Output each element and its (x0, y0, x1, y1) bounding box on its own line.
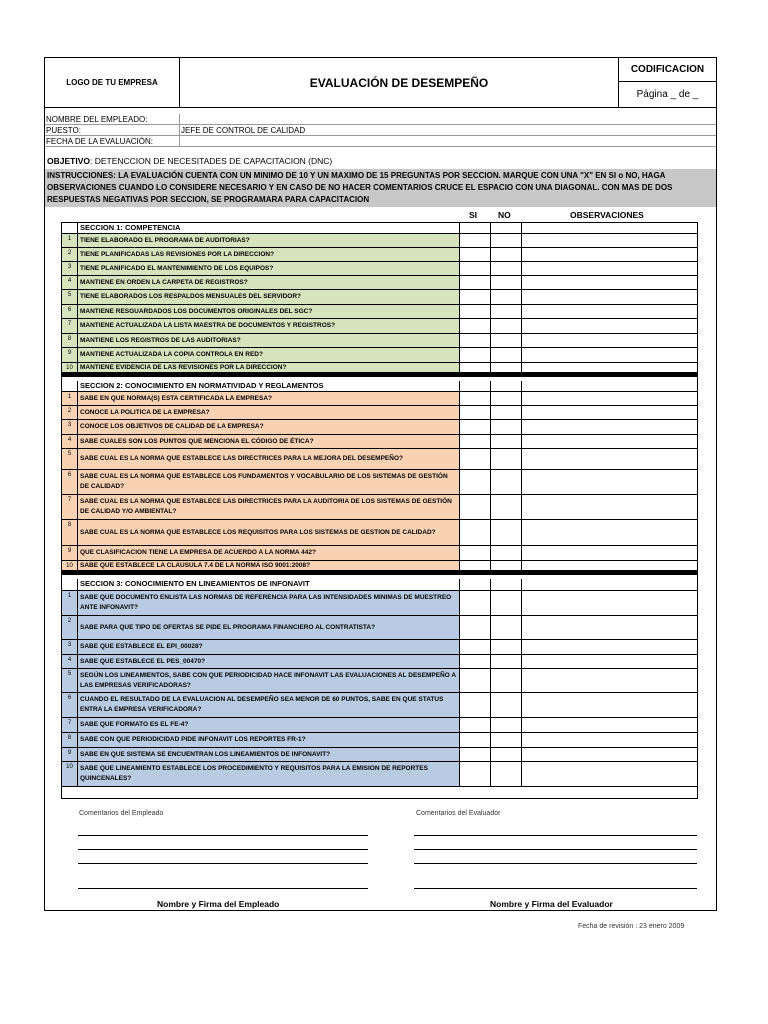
question-row (62, 616, 697, 640)
si-checkbox-cell[interactable] (460, 669, 491, 692)
question-row (62, 693, 697, 718)
question-text: SABE CUAL ES LA NORMA QUE ESTABLECE LAS DIRECTRICES PARA LA MEJORA DEL DESEMPEÑO? (78, 449, 460, 469)
codification-box (618, 58, 716, 107)
observations-cell[interactable] (522, 733, 697, 747)
no-checkbox-cell[interactable] (491, 248, 522, 261)
question-row (62, 561, 697, 575)
question-row (62, 319, 697, 334)
question-row (62, 546, 697, 561)
observations-cell[interactable] (522, 363, 697, 372)
si-checkbox-cell[interactable] (460, 406, 491, 419)
observations-cell[interactable] (522, 290, 697, 304)
employee-comment-line[interactable] (78, 835, 368, 836)
question-number: 7 (62, 495, 78, 519)
question-number: 2 (62, 616, 78, 639)
section-title: SECCION 1: COMPETENCIA (78, 223, 460, 233)
no-checkbox-cell[interactable] (491, 561, 522, 570)
si-checkbox-cell[interactable] (460, 392, 491, 405)
no-cell[interactable] (491, 381, 522, 391)
evaluation-date-label: FECHA DE LA EVALUACIÓN: (46, 137, 153, 146)
si-checkbox-cell[interactable] (460, 420, 491, 434)
question-text: SABE CUAL ES LA NORMA QUE ESTABLECE LAS DIRECTRICES PARA LA AUDITORIA DE LOS SISTEMAS DE GESTIÓN DE CALIDAD Y/O AMBIENTAL? (78, 495, 460, 519)
question-text: MANTIENE LOS REGISTROS DE LAS AUDITORIAS? (78, 334, 460, 347)
si-checkbox-cell[interactable] (460, 234, 491, 247)
question-text: SABE QUE LINEAMIENTO ESTABLECE LOS PROCEDIMIENTO Y REQUISITOS PARA LA EMISION DE REPORTES QUINCENALES? (78, 762, 460, 786)
section-title: SECCION 3: CONOCIMIENTO EN LINEAMIENTOS DE INFONAVIT (78, 579, 460, 590)
question-number: 4 (62, 655, 78, 668)
no-checkbox-cell[interactable] (491, 693, 522, 717)
si-cell[interactable] (460, 579, 491, 590)
question-number: 6 (62, 305, 78, 318)
question-number: 4 (62, 276, 78, 289)
question-text: SABE QUE ESTABLECE EL EPI_00028? (78, 640, 460, 654)
question-row (62, 449, 697, 470)
no-checkbox-cell[interactable] (491, 290, 522, 304)
si-checkbox-cell[interactable] (460, 762, 491, 786)
observations-cell[interactable] (522, 305, 697, 318)
observations-cell[interactable] (522, 406, 697, 419)
observations-cell[interactable] (522, 234, 697, 247)
question-text: TIENE PLANIFICADAS LAS REVISIONES POR LA DIRECCION? (78, 248, 460, 261)
row-number-cell (62, 579, 78, 590)
question-number: 1 (62, 234, 78, 247)
position-value: JEFE DE CONTROL DE CALIDAD (181, 126, 306, 135)
question-number: 10 (62, 762, 78, 786)
no-checkbox-cell[interactable] (491, 363, 522, 372)
question-text: TIENE ELABORADOS LOS RESPALDOS MENSUALES DEL SERVIDOR? (78, 290, 460, 304)
no-checkbox-cell[interactable] (491, 449, 522, 469)
question-text: QUE CLASIFICACION TIENE LA EMPRESA DE ACUERDO A LA NORMA 442? (78, 546, 460, 560)
question-row (62, 733, 697, 748)
question-number: 7 (62, 319, 78, 333)
question-row (62, 262, 697, 276)
no-cell[interactable] (491, 223, 522, 233)
question-row (62, 234, 697, 248)
si-checkbox-cell[interactable] (460, 546, 491, 560)
no-checkbox-cell[interactable] (491, 348, 522, 362)
si-checkbox-cell[interactable] (460, 655, 491, 668)
codification-label: CODIFICACION (619, 58, 716, 82)
objective (47, 156, 332, 166)
question-row (62, 305, 697, 319)
question-text: SEGÚN LOS LINEAMIENTOS, SABE CON QUE PERIODICIDAD HACE INFONAVIT LAS EVALUACIONES AL DESEMPEÑO A LAS EMPRESAS VERIFICADORAS? (78, 669, 460, 692)
observations-cell[interactable] (522, 762, 697, 786)
question-text: TIENE PLANIFICADO EL MANTENIMIENTO DE LOS EQUIPOS? (78, 262, 460, 275)
no-checkbox-cell[interactable] (491, 655, 522, 668)
observations-cell[interactable] (522, 640, 697, 654)
observations-cell[interactable] (522, 223, 697, 233)
question-number: 8 (62, 520, 78, 545)
question-text: SABE CUAL ES LA NORMA QUE ESTABLECE LOS REQUISITOS PARA LOS SISTEMAS DE GESTION DE CALIDAD? (78, 520, 460, 545)
si-checkbox-cell[interactable] (460, 693, 491, 717)
observations-cell[interactable] (522, 546, 697, 560)
question-number: 8 (62, 733, 78, 747)
company-logo-placeholder: LOGO DE TU EMPRESA (45, 58, 180, 107)
question-text: SABE CUAL ES LA NORMA QUE ESTABLECE LOS FUNDAMENTOS Y VOCABULARIO DE LOS SISTEMAS DE GESTIÓN DE CALIDAD? (78, 470, 460, 494)
evaluator-comment-line[interactable] (414, 863, 697, 864)
question-row (62, 334, 697, 348)
si-checkbox-cell[interactable] (460, 248, 491, 261)
question-text: SABE QUE DOCUMENTO ENLISTA LAS NORMAS DE REFERENCIA PARA LAS INTENSIDADES MINIMAS DE MUESTREO ANTE INFONAVIT? (78, 591, 460, 615)
question-number: 10 (62, 363, 78, 372)
question-number: 1 (62, 591, 78, 615)
observations-cell[interactable] (522, 276, 697, 289)
no-cell[interactable] (491, 579, 522, 590)
question-number: 4 (62, 435, 78, 448)
question-number: 2 (62, 248, 78, 261)
row-number-cell (62, 381, 78, 391)
si-checkbox-cell[interactable] (460, 495, 491, 519)
question-number: 8 (62, 334, 78, 347)
no-checkbox-cell[interactable] (491, 640, 522, 654)
si-checkbox-cell[interactable] (460, 435, 491, 448)
observations-cell[interactable] (522, 616, 697, 639)
observations-cell[interactable] (522, 381, 697, 391)
si-checkbox-cell[interactable] (460, 319, 491, 333)
no-checkbox-cell[interactable] (491, 319, 522, 333)
column-observations: OBSERVACIONES (570, 210, 644, 220)
si-checkbox-cell[interactable] (460, 748, 491, 761)
question-row (62, 655, 697, 669)
no-checkbox-cell[interactable] (491, 718, 522, 732)
question-text: MANTIENE EVIDENCIA DE LAS REVISIONES POR LA DIRECCION? (78, 363, 460, 372)
observations-cell[interactable] (522, 392, 697, 405)
si-checkbox-cell[interactable] (460, 561, 491, 570)
observations-cell[interactable] (522, 319, 697, 333)
no-checkbox-cell[interactable] (491, 748, 522, 761)
si-checkbox-cell[interactable] (460, 520, 491, 545)
section-title: SECCION 2: CONOCIMIENTO EN NORMATIVIDAD Y REGLAMENTOS (78, 381, 460, 391)
question-row (62, 248, 697, 262)
observations-cell[interactable] (522, 248, 697, 261)
evaluator-comment-line[interactable] (414, 849, 697, 850)
evaluator-signature-label: Nombre y Firma del Evaluador (490, 899, 613, 909)
question-text: SABE QUE ESTABLECE EL PES_00470? (78, 655, 460, 668)
question-number: 6 (62, 693, 78, 717)
evaluation-date-row (45, 136, 716, 147)
evaluation-form (44, 57, 717, 911)
question-text: MANTIENE EN ORDEN LA CARPETA DE REGISTROS? (78, 276, 460, 289)
si-checkbox-cell[interactable] (460, 733, 491, 747)
si-checkbox-cell[interactable] (460, 449, 491, 469)
observations-cell[interactable] (522, 348, 697, 362)
si-cell[interactable] (460, 223, 491, 233)
question-row (62, 591, 697, 616)
question-number: 6 (62, 470, 78, 494)
no-checkbox-cell[interactable] (491, 262, 522, 275)
observations-cell[interactable] (522, 520, 697, 545)
si-checkbox-cell[interactable] (460, 363, 491, 372)
question-row (62, 420, 697, 435)
page-number: Página _ de _ (636, 89, 699, 100)
column-no: NO (498, 210, 511, 220)
no-checkbox-cell[interactable] (491, 546, 522, 560)
observations-cell[interactable] (522, 435, 697, 448)
evaluator-signature-line[interactable] (414, 888, 697, 889)
employee-name-label: NOMBRE DEL EMPLEADO: (46, 115, 148, 124)
question-text: MANTIENE RESGUARDADOS LOS DOCUMENTOS ORIGINALES DEL SGC? (78, 305, 460, 318)
question-number: 3 (62, 420, 78, 434)
si-checkbox-cell[interactable] (460, 348, 491, 362)
si-checkbox-cell[interactable] (460, 470, 491, 494)
observations-cell[interactable] (522, 669, 697, 692)
no-checkbox-cell[interactable] (491, 520, 522, 545)
evaluator-comments-label: Comentarios del Evaluador (416, 810, 501, 817)
no-checkbox-cell[interactable] (491, 435, 522, 448)
employee-comment-line[interactable] (78, 849, 368, 850)
column-si: SI (469, 210, 478, 220)
question-row (62, 718, 697, 733)
observations-cell[interactable] (522, 561, 697, 570)
observations-cell[interactable] (522, 449, 697, 469)
objective-label: OBJETIVO (47, 156, 90, 166)
question-row (62, 495, 697, 520)
question-number: 10 (62, 561, 78, 570)
question-row (62, 520, 697, 546)
si-checkbox-cell[interactable] (460, 616, 491, 639)
question-text: TIENE ELABORADO EL PROGRAMA DE AUDITORIAS? (78, 234, 460, 247)
no-checkbox-cell[interactable] (491, 762, 522, 786)
questions-table (61, 222, 698, 799)
employee-signature-line[interactable] (78, 888, 368, 889)
question-row (62, 348, 697, 363)
position-label: PUESTO: (46, 126, 81, 135)
si-checkbox-cell[interactable] (460, 262, 491, 275)
si-checkbox-cell[interactable] (460, 290, 491, 304)
question-row (62, 669, 697, 693)
question-row (62, 762, 697, 787)
question-row (62, 748, 697, 762)
row-number-cell (62, 223, 78, 233)
question-row (62, 363, 697, 377)
observations-cell[interactable] (522, 718, 697, 732)
si-cell[interactable] (460, 381, 491, 391)
question-row (62, 435, 697, 449)
question-row (62, 392, 697, 406)
employee-comment-line[interactable] (78, 863, 368, 864)
question-text: CONOCE LA POLITICA DE LA EMPRESA? (78, 406, 460, 419)
question-text: MANTIENE ACTUALIZADA LA COPIA CONTROLA EN RED? (78, 348, 460, 362)
no-checkbox-cell[interactable] (491, 305, 522, 318)
no-checkbox-cell[interactable] (491, 495, 522, 519)
observations-cell[interactable] (522, 470, 697, 494)
observations-cell[interactable] (522, 420, 697, 434)
question-number: 5 (62, 449, 78, 469)
question-row (62, 276, 697, 290)
si-checkbox-cell[interactable] (460, 305, 491, 318)
objective-text: : DETENCCION DE NECESITADES DE CAPACITACION (DNC) (89, 156, 333, 166)
si-checkbox-cell[interactable] (460, 640, 491, 654)
position-row (45, 125, 716, 136)
section-header-row (62, 579, 697, 591)
question-text: CUANDO EL RESULTADO DE LA EVALUACION AL DESEMPEÑO SEA MENOR DE 60 PUNTOS, SABE EN QUE STATUS ENTRA LA EMPRESA VERIFICADORA? (78, 693, 460, 717)
no-checkbox-cell[interactable] (491, 334, 522, 347)
question-text: CONOCE LOS OBJETIVOS DE CALIDAD DE LA EMPRESA? (78, 420, 460, 434)
si-checkbox-cell[interactable] (460, 591, 491, 615)
no-checkbox-cell[interactable] (491, 669, 522, 692)
question-number: 9 (62, 748, 78, 761)
observations-cell[interactable] (522, 748, 697, 761)
question-row (62, 406, 697, 420)
question-number: 9 (62, 546, 78, 560)
question-text: SABE CON QUE PERIODICIDAD PIDE INFONAVIT LOS REPORTES FR-1? (78, 733, 460, 747)
question-text: SABE EN QUE NORMA(S) ESTA CERTIFICADA LA EMPRESA? (78, 392, 460, 405)
si-checkbox-cell[interactable] (460, 718, 491, 732)
question-text: SABE QUE ESTABLECE LA CLAUSULA 7.4 DE LA NORMA ISO 9001:2008? (78, 561, 460, 570)
no-checkbox-cell[interactable] (491, 276, 522, 289)
question-row (62, 640, 697, 655)
si-checkbox-cell[interactable] (460, 276, 491, 289)
question-number: 5 (62, 669, 78, 692)
question-number: 2 (62, 406, 78, 419)
no-checkbox-cell[interactable] (491, 733, 522, 747)
question-number: 7 (62, 718, 78, 732)
observations-cell[interactable] (522, 591, 697, 615)
question-number: 9 (62, 348, 78, 362)
observations-cell[interactable] (522, 262, 697, 275)
employee-signature-label: Nombre y Firma del Empleado (157, 899, 280, 909)
no-checkbox-cell[interactable] (491, 420, 522, 434)
no-checkbox-cell[interactable] (491, 470, 522, 494)
no-checkbox-cell[interactable] (491, 234, 522, 247)
section-header-row (62, 223, 697, 234)
employee-name-row (45, 114, 716, 125)
observations-cell[interactable] (522, 693, 697, 717)
question-number: 3 (62, 640, 78, 654)
observations-cell[interactable] (522, 655, 697, 668)
question-text: SABE PARA QUE TIPO DE OFERTAS SE PIDE EL PROGRAMA FINANCIERO AL CONTRATISTA? (78, 616, 460, 639)
question-text: MANTIENE ACTUALIZADA LA LISTA MAESTRA DE DOCUMENTOS Y REGISTROS? (78, 319, 460, 333)
no-checkbox-cell[interactable] (491, 406, 522, 419)
section-header-row (62, 381, 697, 392)
observations-cell[interactable] (522, 334, 697, 347)
instructions: INSTRUCCIONES: LA EVALUACIÓN CUENTA CON UN MINIMO DE 10 Y UN MAXIMO DE 15 PREGUNTAS POR SECCION. MARQUE CON UNA "X" EN SI o NO, HAGA OBSERVACIONES CUANDO LO CONSIDERE NECESARIO Y EN CASO DE NO HACER COMENTARIOS CRUCE EL ESPACIO CON UNA DIAGONAL. CON MAS DE DOS RESPUESTAS NEGATIVAS POR SECCION, SE PROGRAMARA PARA CAPACITACION (45, 169, 716, 207)
question-number: 5 (62, 290, 78, 304)
evaluator-comment-line[interactable] (414, 835, 697, 836)
question-number: 3 (62, 262, 78, 275)
si-checkbox-cell[interactable] (460, 334, 491, 347)
question-text: SABE CUALES SON LOS PUNTOS QUE MENCIONA EL CÓDIGO DE ÉTICA? (78, 435, 460, 448)
revision-date: Fecha de revisión : 23 enero 2009 (578, 923, 685, 930)
question-row (62, 470, 697, 495)
question-text: SABE QUE FORMATO ES EL FE-4? (78, 718, 460, 732)
no-checkbox-cell[interactable] (491, 616, 522, 639)
observations-cell[interactable] (522, 495, 697, 519)
question-row (62, 290, 697, 305)
form-title: EVALUACIÓN DE DESEMPEÑO (309, 75, 489, 90)
no-checkbox-cell[interactable] (491, 591, 522, 615)
observations-cell[interactable] (522, 579, 697, 590)
no-checkbox-cell[interactable] (491, 392, 522, 405)
form-header (45, 58, 716, 108)
question-text: SABE EN QUE SISTEMA SE ENCUENTRAN LOS LINEAMIENTOS DE INFONAVIT? (78, 748, 460, 761)
question-number: 1 (62, 392, 78, 405)
employee-comments-label: Comentarios del Empleado (79, 810, 164, 817)
